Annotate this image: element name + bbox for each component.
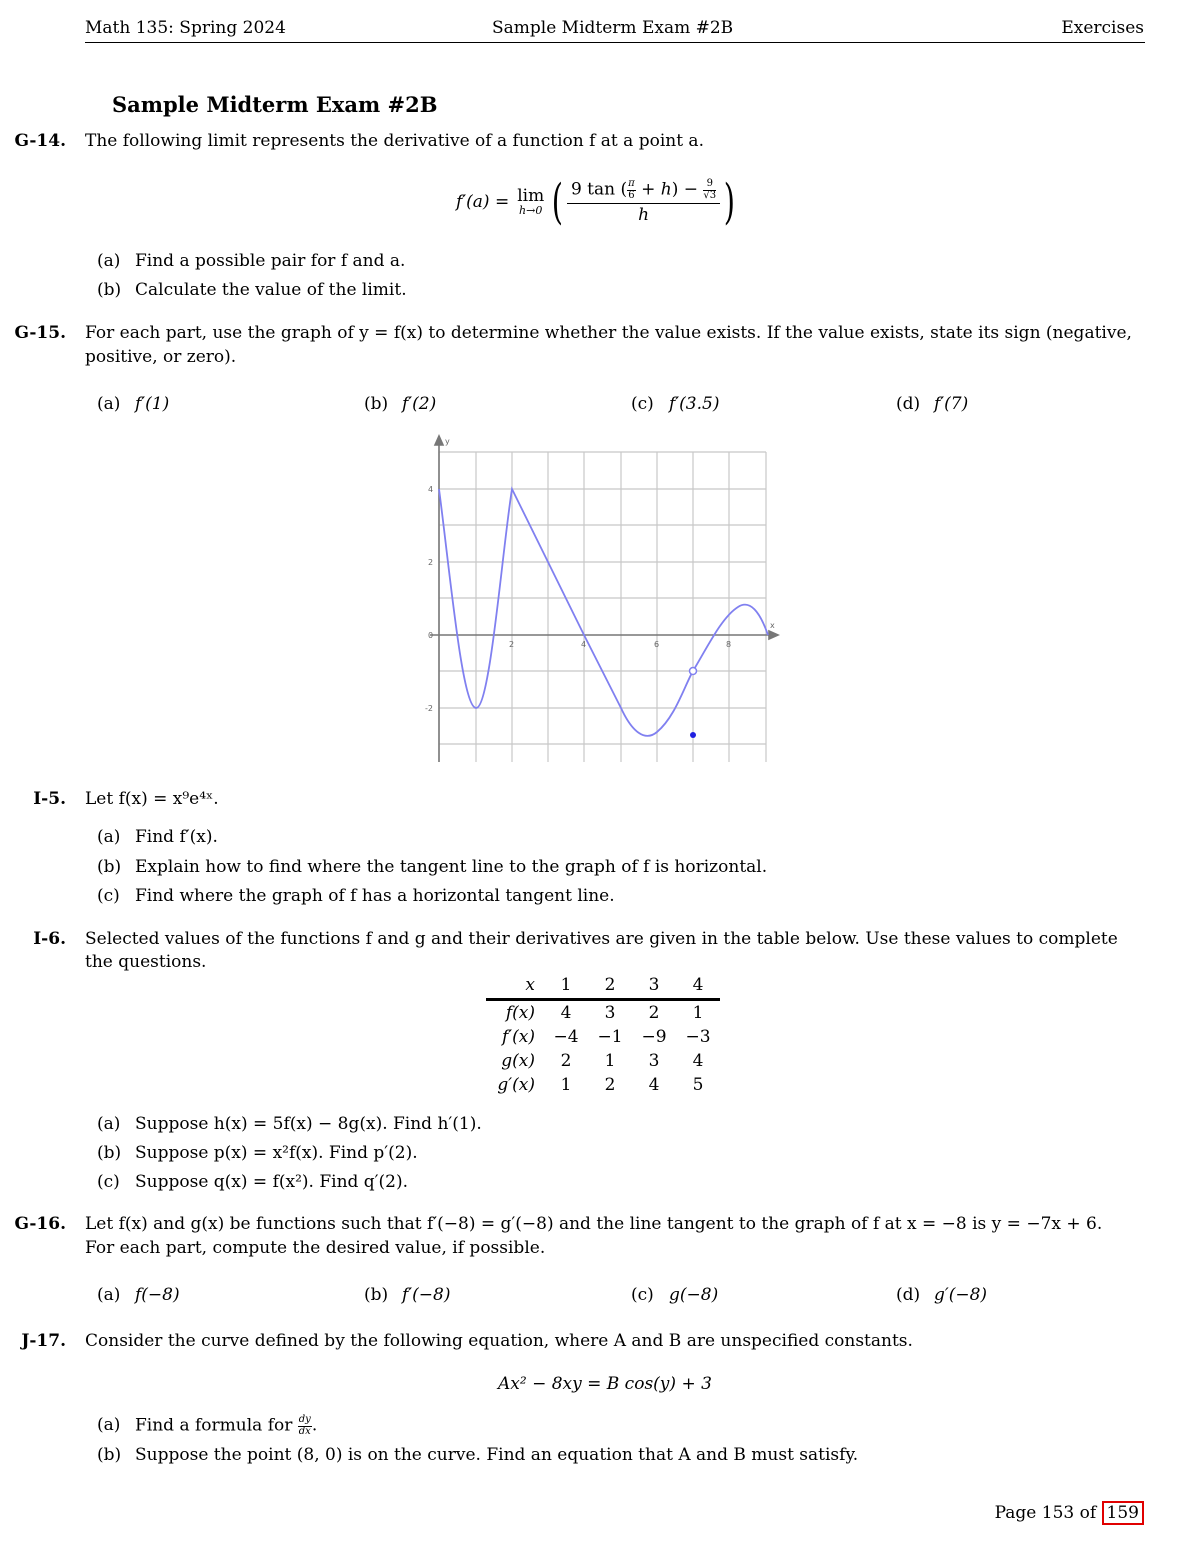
part-label: (b) [364, 1285, 389, 1305]
curve-equation: Ax² − 8xy = B cos(y) + 3 [498, 1374, 712, 1394]
problem-text: Selected values of the functions f and g and their derivatives are given in the table below. Use these values to complete [85, 929, 1118, 949]
table-cell: 4 [692, 1051, 704, 1071]
part-label: (b) [97, 1445, 122, 1465]
problem-label: G-16. [14, 1214, 66, 1234]
x-tick-label: 2 [509, 640, 515, 649]
dy-text: dy [298, 1414, 311, 1425]
part-text: Suppose p(x) = x²f(x). Find p′(2). [135, 1143, 418, 1163]
part-text: Find where the graph of f has a horizontal tangent line. [135, 886, 615, 906]
table-cell: −9 [641, 1027, 667, 1047]
lim-subscript: h→0 [519, 204, 543, 218]
y-axis-label: y [445, 437, 450, 446]
table-cell: 4 [648, 1075, 660, 1095]
table-cell: 2 [560, 1051, 572, 1071]
part-label: (a) [97, 394, 121, 414]
part-label: (c) [97, 886, 120, 906]
graph-axes [430, 436, 778, 762]
header-rule [85, 42, 1145, 43]
problem-text: Let f(x) = x⁹e⁴ˣ. [85, 789, 219, 809]
y-tick-label: 0 [428, 631, 434, 640]
header-exam-title: Sample Midterm Exam #2B [492, 18, 734, 38]
table-cell: f′(x) [501, 1027, 535, 1047]
part-label: (d) [896, 394, 921, 414]
table-header-cell: 2 [588, 972, 632, 1000]
table-cell: 3 [648, 1051, 660, 1071]
part-text: f′(2) [402, 394, 437, 414]
x-axis-label: x [770, 621, 775, 630]
formula-lhs: f′(a) = [456, 192, 510, 212]
problem-text: For each part, use the graph of y = f(x) to determine whether the value exists. If the value exists, state its sign (negative, [85, 323, 1132, 343]
nine-text: 9 [703, 179, 716, 191]
open-point [690, 668, 697, 675]
part-text [135, 1415, 317, 1437]
part-text: g(−8) [669, 1285, 719, 1305]
total-pages-link[interactable]: 159 [1102, 1501, 1144, 1525]
table-header-cell: x [486, 972, 544, 1000]
table-cell: g(x) [501, 1051, 535, 1071]
table-row [486, 1049, 720, 1073]
table-cell: g′(x) [497, 1075, 535, 1095]
problem-label: I-6. [33, 929, 66, 949]
page-prefix: Page 153 of [994, 1503, 1097, 1523]
table-row [486, 1025, 720, 1049]
part-text: Explain how to find where the tangent line to the graph of f is horizontal. [135, 857, 768, 877]
part-text: Suppose h(x) = 5f(x) − 8g(x). Find h′(1). [135, 1114, 482, 1134]
part-label: (a) [97, 1114, 121, 1134]
lim-text: lim [517, 185, 545, 206]
difference-quotient [567, 179, 720, 225]
problem-text: positive, or zero). [85, 347, 237, 367]
y-tick-label: 4 [428, 485, 434, 494]
six-text: 6 [628, 189, 635, 201]
problem-label: I-5. [33, 789, 66, 809]
table-cell: 1 [604, 1051, 616, 1071]
function-curve [439, 489, 768, 736]
part-label: (c) [631, 394, 654, 414]
root3-text: √3 [703, 189, 717, 201]
table-header-cell: 1 [544, 972, 588, 1000]
part-text-end: . [311, 1415, 318, 1436]
limit-formula [456, 170, 739, 234]
pi-text: π [628, 178, 635, 190]
graph-grid [439, 452, 766, 762]
part-text: f(−8) [135, 1285, 180, 1305]
part-text: f′(7) [934, 394, 969, 414]
table-cell: −3 [685, 1027, 711, 1047]
problem-label: J-17. [21, 1331, 66, 1351]
x-tick-label: 6 [654, 640, 660, 649]
left-paren: ( [551, 174, 564, 230]
x-tick-label: 4 [581, 640, 587, 649]
part-text: Suppose the point (8, 0) is on the curve. Find an equation that A and B must satisfy. [135, 1445, 859, 1465]
table-cell: 2 [604, 1075, 616, 1095]
table-header-cell: 3 [632, 972, 676, 1000]
num-plus-h: + h [641, 179, 672, 200]
function-graph [420, 432, 790, 767]
dy-dx-fraction [298, 1415, 312, 1437]
table-cell: 2 [648, 1003, 660, 1023]
part-label: (d) [896, 1285, 921, 1305]
problem-text: Consider the curve defined by the following equation, where A and B are unspecified constants. [85, 1331, 913, 1351]
table-cell: −4 [553, 1027, 579, 1047]
table-header-row [486, 972, 720, 1000]
part-label: (a) [97, 251, 121, 271]
header-course: Math 135: Spring 2024 [85, 18, 286, 38]
table-cell: 5 [692, 1075, 704, 1095]
quotient-denominator: h [638, 205, 650, 226]
table-row [486, 1000, 720, 1026]
right-paren: ) [723, 174, 736, 230]
table-row [486, 1073, 720, 1097]
num-minus: − [683, 179, 699, 200]
table-cell: 4 [560, 1003, 572, 1023]
part-label: (a) [97, 827, 121, 847]
dx-text: dx [298, 1425, 311, 1437]
problem-text: For each part, compute the desired value, if possible. [85, 1238, 546, 1258]
part-text: f′(1) [135, 394, 170, 414]
y-tick-label: 2 [428, 558, 434, 567]
part-text: Calculate the value of the limit. [135, 280, 407, 300]
part-text: Find a possible pair for f and a. [135, 251, 406, 271]
y-axis-arrow-icon [435, 436, 443, 445]
part-label: (b) [97, 1143, 122, 1163]
problem-text: Let f(x) and g(x) be functions such that f′(−8) = g′(−8) and the line tangent to the graph of f at x = −8 is y = −7x + 6. [85, 1214, 1103, 1234]
part-label: (a) [97, 1415, 121, 1435]
y-tick-label: -2 [425, 704, 433, 713]
part-label: (b) [364, 394, 389, 414]
part-text: f′(3.5) [669, 394, 720, 414]
header-section: Exercises [1061, 18, 1144, 38]
part-label: (c) [97, 1172, 120, 1192]
part-text: Suppose q(x) = f(x²). Find q′(2). [135, 1172, 409, 1192]
part-text: Find f′(x). [135, 827, 218, 847]
x-tick-label: 8 [726, 640, 732, 649]
limit-operator [517, 187, 544, 218]
closed-point [690, 732, 696, 738]
values-table [486, 972, 720, 1097]
problem-label: G-15. [14, 323, 66, 343]
problem-label: G-14. [14, 131, 66, 151]
table-cell: f(x) [505, 1003, 535, 1023]
page-number [995, 1503, 1144, 1523]
nine-over-root3 [703, 179, 716, 201]
num-tan: 9 tan [570, 179, 616, 200]
table-cell: 1 [692, 1003, 704, 1023]
part-label: (a) [97, 1285, 121, 1305]
part-label: (c) [631, 1285, 654, 1305]
page-title: Sample Midterm Exam #2B [112, 92, 438, 117]
problem-text: The following limit represents the derivative of a function f at a point a. [85, 131, 704, 151]
table-cell: 3 [604, 1003, 616, 1023]
part-text: g′(−8) [934, 1285, 988, 1305]
table-cell: −1 [597, 1027, 623, 1047]
pi-over-six [627, 179, 636, 201]
part-label: (b) [97, 857, 122, 877]
part-label: (b) [97, 280, 122, 300]
x-axis-arrow-icon [769, 631, 778, 639]
quotient-numerator: 9 tan ( $\frac{\pi}{6} + h$) − $\frac{9}{√3}$ [567, 179, 720, 204]
table-header-cell: 4 [676, 972, 720, 1000]
part-text: f′(−8) [402, 1285, 451, 1305]
table-cell: 1 [560, 1075, 572, 1095]
part-text-lead: Find a formula for [135, 1415, 293, 1436]
problem-text: the questions. [85, 952, 207, 972]
